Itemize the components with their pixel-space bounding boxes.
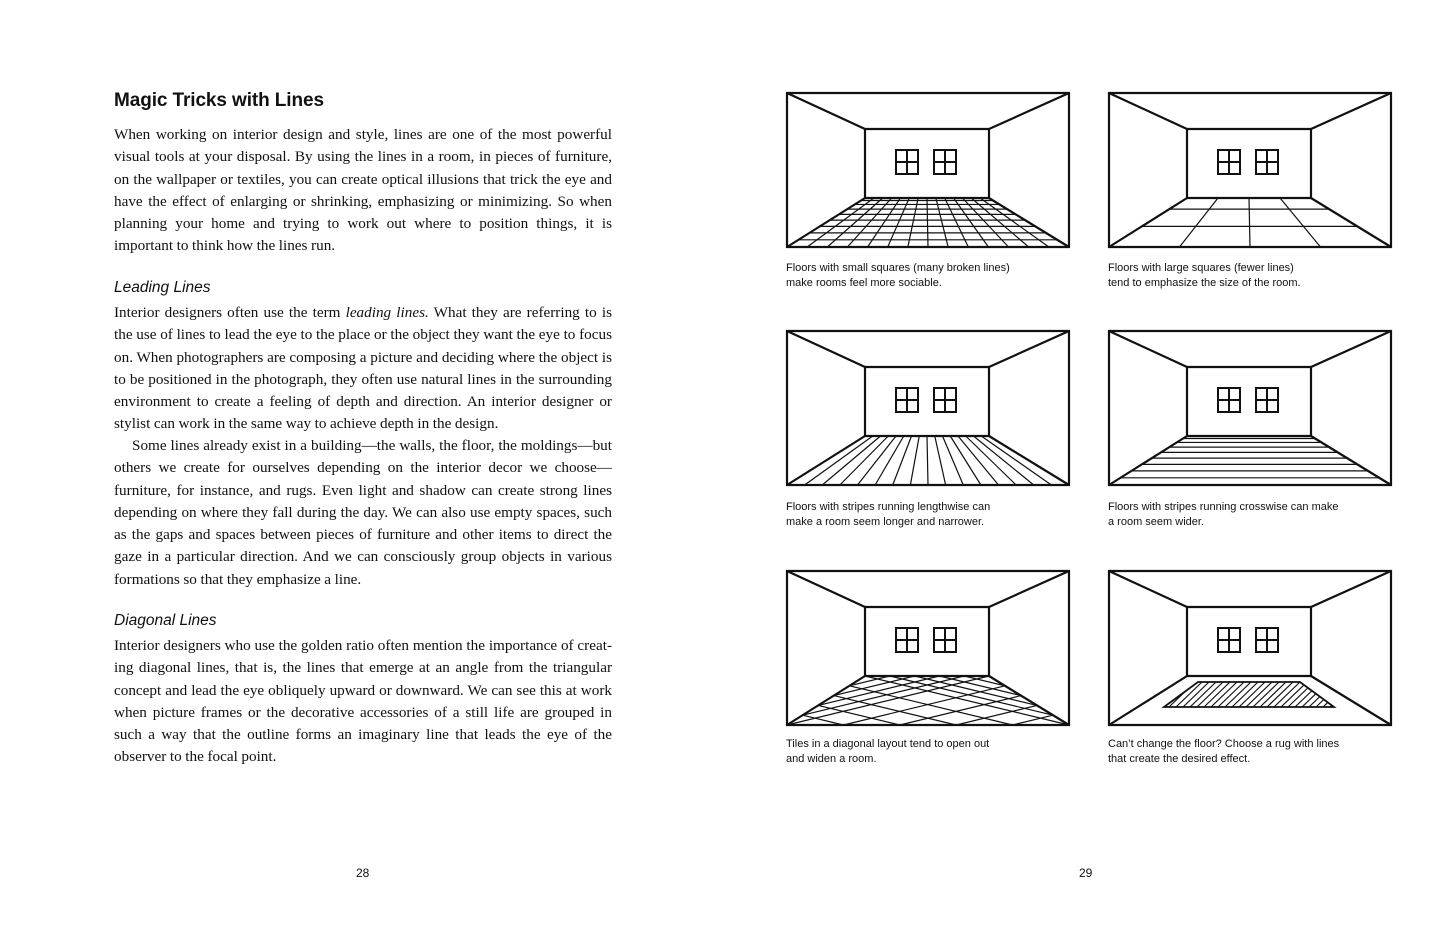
floor-line [1280, 198, 1321, 247]
window-icon [1218, 388, 1278, 412]
caption-large-grid [1108, 261, 1408, 291]
caption-line: make rooms feel more sociable. [786, 277, 942, 289]
leading-lines-text-rest: What they are referring to is the use of lines to lead the eye to the place or the object they want the eye to focus on. When photographers are composing a picture and deciding where the object is to be positioned in the photograph, they often use natural lines in the surrounding environment to create a feeling of depth and direction. An interior designer or stylist can work in the same way to achieve depth in the design. [114, 304, 612, 433]
leading-lines-text-start: Interior designers often use the term [114, 304, 346, 321]
room-illustration-lengthwise-stripes [786, 330, 1070, 486]
floor-line [900, 696, 1021, 725]
floor-line [974, 436, 1034, 485]
window-icon [896, 388, 956, 412]
floor-line [935, 436, 946, 485]
floor-line [927, 436, 928, 485]
floor-line [890, 676, 1053, 715]
floor-line [875, 436, 904, 485]
floor-pattern-crosswise-stripes [1120, 439, 1379, 478]
floor-line [1180, 198, 1219, 247]
caption-line: Floors with large squares (fewer lines) [1108, 262, 1294, 274]
floor-line [1281, 685, 1304, 707]
floor-line [1169, 691, 1185, 707]
floor-line [1316, 700, 1324, 708]
floor-line [1246, 682, 1272, 707]
caption-line: and widen a room. [786, 753, 877, 765]
room-illustration-striped-rug [1108, 570, 1392, 726]
room-frame [787, 571, 1069, 725]
floor-line [910, 436, 919, 485]
floor-line [865, 676, 1069, 725]
floor-line [1218, 682, 1244, 707]
caption-diagonal-tiles [786, 737, 1086, 767]
floor-line [893, 436, 912, 485]
floor-pattern-striped-rug [1164, 682, 1334, 707]
leading-lines-heading: Leading Lines [114, 279, 211, 296]
caption-line: make a room seem longer and narrower. [786, 516, 985, 528]
caption-striped-rug [1108, 737, 1408, 767]
window-icon [896, 628, 956, 652]
caption-lengthwise-stripes [786, 500, 1086, 530]
floor-line [939, 676, 1021, 696]
page-number-right: 29 [1079, 866, 1093, 880]
caption-line: that create the desired effect. [1108, 753, 1251, 765]
room-illustration-large-grid [1108, 92, 1392, 248]
room-illustration-small-grid [786, 92, 1070, 248]
right-page [722, 0, 1445, 932]
page-number-left: 28 [356, 866, 370, 880]
floor-line [1249, 198, 1250, 247]
floor-line [1211, 682, 1237, 707]
caption-line: Tiles in a diagonal layout tend to open out [786, 738, 990, 750]
window-icon [896, 150, 956, 174]
leading-lines-paragraph [114, 302, 612, 436]
left-page [0, 0, 722, 932]
caption-small-grid [786, 261, 1086, 291]
room-illustration-diagonal-tiles [786, 570, 1070, 726]
floor-line [818, 676, 939, 705]
floor-line [1267, 682, 1293, 707]
room-frame [1109, 571, 1391, 725]
floor-line [1204, 682, 1230, 707]
intro-paragraph: When working on interior design and style, lines are one of the most powerful visual tools at your disposal. By using the lines in a room, in pieces of furniture, on the wallpaper or textiles, you can create optical illusions that trick the eye and have the effect of enlarging or shrinking, emphasizing or minimizing. So when planning your home and trying to work out where to position things, it is important to think how the lines run. [114, 126, 612, 255]
floor-line [1253, 682, 1279, 707]
caption-line: Can’t change the floor? Choose a rug with lines [1108, 738, 1340, 750]
floor-pattern-small-grid [798, 198, 1057, 247]
page-title: Magic Tricks with Lines [114, 90, 324, 111]
floor-line [834, 696, 956, 725]
caption-line: Floors with stripes running lengthwise can [786, 501, 991, 513]
floor-line [915, 676, 1037, 705]
window-icon [1218, 150, 1278, 174]
floor-line [1260, 682, 1286, 707]
room-illustration-crosswise-stripes [1108, 330, 1392, 486]
floor-line [950, 436, 981, 485]
caption-crosswise-stripes [1108, 500, 1408, 530]
floor-pattern-lengthwise-stripes [805, 436, 1052, 485]
floor-pattern-diagonal-tiles [787, 676, 1069, 725]
diagonal-lines-paragraph: Interior designers who use the golden ratio often mention the importance of creating diagonal lines, that is, the lines that emerge at an angle from the triangular concept and lead the eye obliquely upward or downward. We can see this at work when picture frames or the decorative accessories of a still life are grouped in such a way that the outline forms an imaginary line that leads the eye of the observer to the focal point. [114, 637, 612, 766]
window-icon [1218, 628, 1278, 652]
room-frame [1109, 331, 1391, 485]
floor-line [1183, 682, 1209, 707]
floor-line [787, 676, 989, 725]
floor-line [1232, 682, 1258, 707]
floor-line [840, 436, 888, 485]
caption-line: Floors with small squares (many broken lines) [786, 262, 1010, 274]
floor-line [1197, 682, 1223, 707]
leading-lines-term: leading lines. [345, 304, 429, 321]
floor-line [1225, 682, 1251, 707]
floor-line [1239, 682, 1265, 707]
floor-line [1274, 682, 1300, 707]
caption-line: Floors with stripes running crosswise can make [1108, 501, 1339, 513]
caption-line: a room seem wider. [1108, 516, 1204, 528]
floor-line [1295, 691, 1312, 707]
caption-line: tend to emphasize the size of the room. [1108, 277, 1301, 289]
floor-line [943, 436, 964, 485]
lines-in-building-paragraph: Some lines already exist in a building—the walls, the floor, the moldings—but others we create for ourselves depending on the interior decor we choose—furniture, for instance, and rugs. Even light and shadow can create strong lines depending on where they fall during the day. We can also use empty spaces, such as the gaps and spaces between pieces of furniture and other items to direct the gaze in a particular direction. And we can consciously group objects in various formations so that they emphasize a line. [114, 437, 612, 588]
floor-line [1302, 694, 1316, 707]
diagonal-lines-heading: Diagonal Lines [114, 612, 217, 629]
